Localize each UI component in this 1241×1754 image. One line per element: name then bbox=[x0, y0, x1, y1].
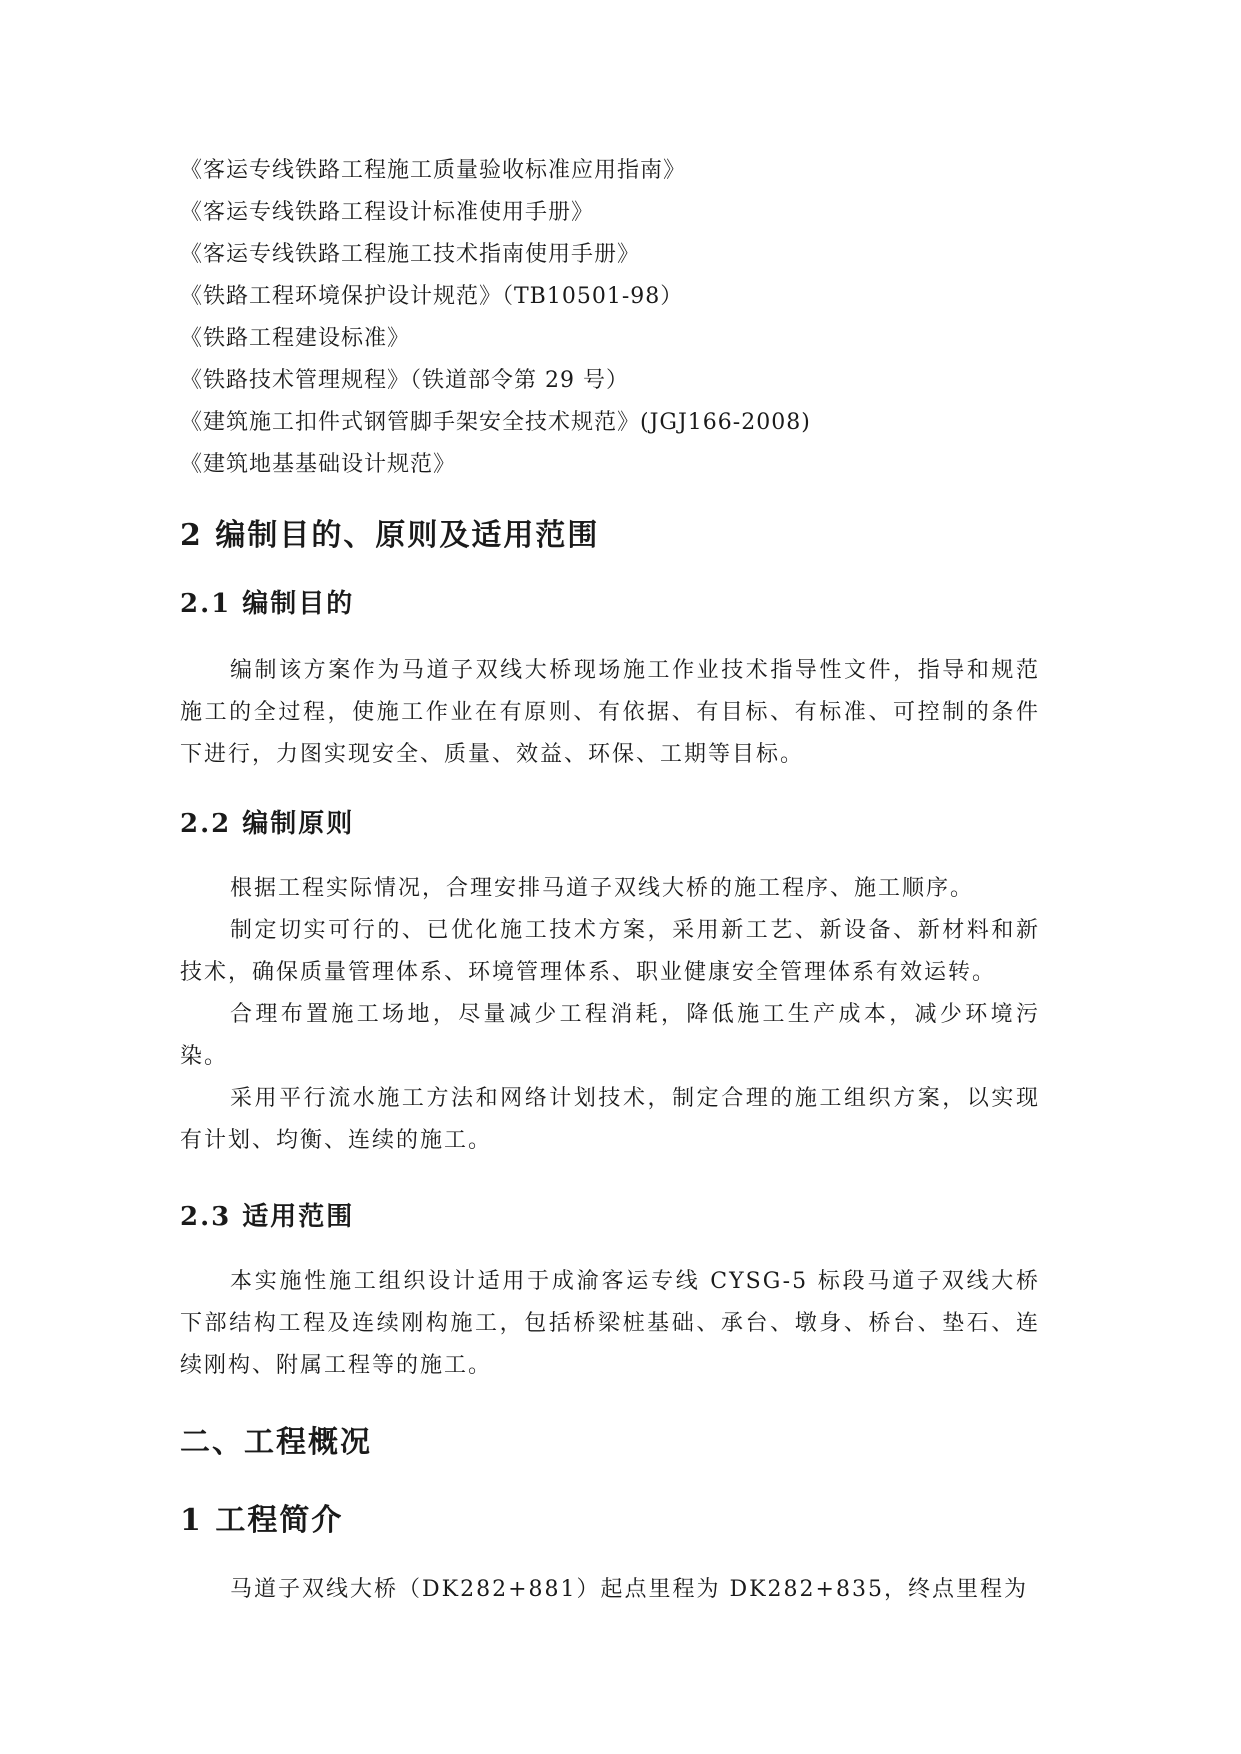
reference-item: 《客运专线铁路工程设计标准使用手册》 bbox=[180, 200, 595, 225]
section-2-3-body bbox=[180, 1261, 1040, 1387]
section-2-2-body bbox=[180, 868, 1040, 1162]
chapter-2-heading: 二、工程概况 bbox=[180, 1425, 372, 1460]
paragraph: 编制该方案作为马道子双线大桥现场施工作业技术指导性文件，指导和规范施工的全过程，使施工作业在有原则、有依据、有目标、有标准、可控制的条件下进行，力图实现安全、质量、效益、环保、工期等目标。 bbox=[180, 658, 1040, 767]
paragraph: 马道子双线大桥（DK282+881）起点里程为 DK282+835，终点里程为 bbox=[230, 1577, 1028, 1602]
reference-item: 《客运专线铁路工程施工技术指南使用手册》 bbox=[180, 242, 641, 267]
paragraph: 采用平行流水施工方法和网络计划技术，制定合理的施工组织方案，以实现有计划、均衡、连续的施工。 bbox=[180, 1086, 1040, 1153]
paragraph: 根据工程实际情况，合理安排马道子双线大桥的施工程序、施工顺序。 bbox=[230, 876, 975, 901]
paragraph: 合理布置施工场地，尽量减少工程消耗，降低施工生产成本，减少环境污染。 bbox=[180, 1002, 1040, 1069]
paragraph: 制定切实可行的、已优化施工技术方案，采用新工艺、新设备、新材料和新技术，确保质量管理体系、环境管理体系、职业健康安全管理体系有效运转。 bbox=[180, 918, 1040, 985]
reference-item: 《客运专线铁路工程施工质量验收标准应用指南》 bbox=[180, 158, 687, 183]
reference-item: 《铁路工程建设标准》 bbox=[180, 326, 411, 351]
section-1-heading: 1 工程简介 bbox=[180, 1503, 344, 1538]
section-2-1-heading: 2.1 编制目的 bbox=[180, 589, 355, 619]
reference-list bbox=[180, 150, 1080, 486]
section-1-body bbox=[180, 1569, 1040, 1611]
reference-item: 《铁路工程环境保护设计规范》（TB10501-98） bbox=[180, 284, 684, 309]
reference-item: 《铁路技术管理规程》（铁道部令第 29 号） bbox=[180, 368, 629, 393]
section-2-heading: 2 编制目的、原则及适用范围 bbox=[180, 518, 600, 553]
section-2-2-heading: 2.2 编制原则 bbox=[180, 809, 355, 839]
section-2-3-heading: 2.3 适用范围 bbox=[180, 1202, 355, 1232]
section-2-1-body bbox=[180, 650, 1040, 776]
paragraph: 本实施性施工组织设计适用于成渝客运专线 CYSG-5 标段马道子双线大桥下部结构工程及连续刚构施工，包括桥梁桩基础、承台、墩身、桥台、垫石、连续刚构、附属工程等的施工。 bbox=[180, 1269, 1040, 1378]
reference-item: 《建筑地基基础设计规范》 bbox=[180, 452, 457, 477]
reference-item: 《建筑施工扣件式钢管脚手架安全技术规范》(JGJ166-2008) bbox=[180, 410, 811, 435]
